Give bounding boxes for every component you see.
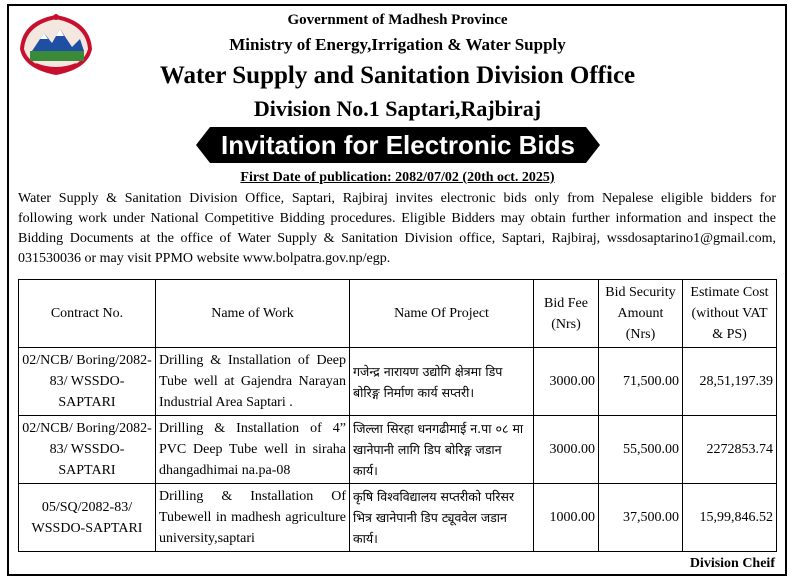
intro-line: 031530036 or may visit PPMO website www.bolpatra.gov.np/egp. [18,251,391,266]
cell-work: Drilling & Installation of Deep Tube well at Gajendra Narayan Industrial Area Saptari . [156,348,350,416]
col-header-work: Name of Work [156,280,350,348]
table-row [19,484,777,552]
col-header-bid-fee: Bid Fee (Nrs) [534,280,599,348]
cell-bid-fee: 3000.00 [534,416,599,484]
table-header-row [19,280,777,348]
col-header-contract: Contract No. [19,280,156,348]
cell-project: जिल्ला सिरहा धनगढीमाई न.पा ०८ मा खानेपानी लागि डिप बोरिङ्ग जडान कार्य। [350,416,534,484]
table-row [19,416,777,484]
col-header-project: Name Of Project [350,280,534,348]
cell-work: Drilling & Installation of 4” PVC Deep Tube well in siraha dhangadhimai na.pa-08 [156,416,350,484]
cell-estimate: 28,51,197.39 [683,348,777,416]
title-banner-text: Invitation for Electronic Bids [221,130,575,160]
table-row [19,348,777,416]
cell-contract-no: 05/SQ/2082-83/ WSSDO-SAPTARI [19,484,156,552]
cell-contract-no: 02/NCB/ Boring/2082-83/ WSSDO-SAPTARI [19,416,156,484]
cell-contract-no: 02/NCB/ Boring/2082-83/ WSSDO-SAPTARI [19,348,156,416]
cell-bid-fee: 1000.00 [534,484,599,552]
cell-bid-fee: 3000.00 [534,348,599,416]
header-office: Water Supply and Sanitation Division Office [159,62,636,89]
cell-project: गजेन्द्र नारायण उद्योगि क्षेत्रमा डिप बोरिङ्ग निर्माण कार्य सप्तरी। [350,348,534,416]
col-header-estimate: Estimate Cost (without VAT & PS) [683,280,777,348]
cell-estimate: 2272853.74 [683,416,777,484]
cell-bid-security: 37,500.00 [599,484,683,552]
cell-bid-security: 71,500.00 [599,348,683,416]
header-ministry: Ministry of Energy,Irrigation & Water Supply [229,35,566,54]
intro-paragraph [18,189,776,269]
intro-line: Water Supply & Sanitation Division Office, Saptari, Rajbiraj invites electronic bids only from Nepalese eligible bidders for [18,191,776,206]
bids-table [18,279,777,552]
cell-estimate: 15,99,846.52 [683,484,777,552]
intro-line: Bidding Documents at the office of Water Supply & Sanitation Division office, Saptari, Rajbiraj, wssdosaptarino1@gmail.com, [18,231,776,246]
header-government: Government of Madhesh Province [287,12,508,28]
intro-line: following work under National Competitive Bidding procedures. Eligible Bidders may obtain further information and inspect the [18,211,776,226]
cell-bid-security: 55,500.00 [599,416,683,484]
cell-work: Drilling & Installation Of Tubewell in madhesh agriculture university,saptari [156,484,350,552]
header-division: Division No.1 Saptari,Rajbiraj [253,96,542,121]
cell-project: कृषि विश्वविद्यालय सप्तरीको परिसर भित्र खानेपानी डिप ट्यूववेल जडान कार्य। [350,484,534,552]
publication-date: First Date of publication: 2082/07/02 (20th oct. 2025) [240,170,555,185]
signature-division-chief: Division Cheif [689,556,775,571]
col-header-bid-security: Bid Security Amount (Nrs) [599,280,683,348]
